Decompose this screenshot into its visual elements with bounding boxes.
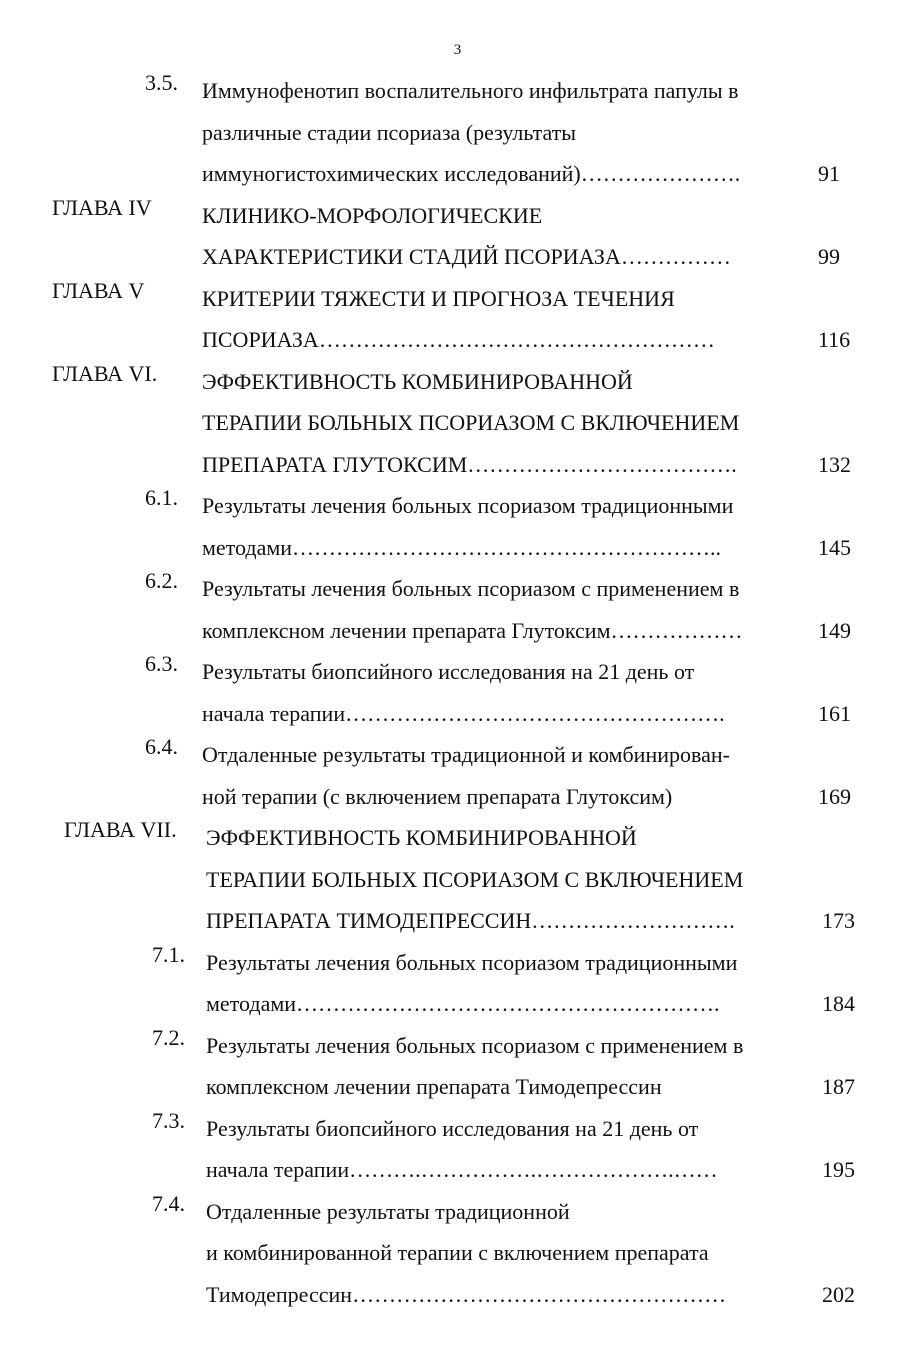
toc-entry-text: иммуногистохимических исследований)…………………. xyxy=(202,161,741,186)
toc-entry-7-3 xyxy=(0,1108,915,1191)
toc-entry-label: 6.2. xyxy=(145,568,178,593)
toc-entry-chapter-4 xyxy=(0,195,915,278)
toc-entry-label: 6.3. xyxy=(145,651,178,676)
toc-entry-text: КРИТЕРИИ ТЯЖЕСТИ И ПРОГНОЗА ТЕЧЕНИЯ xyxy=(202,285,675,311)
toc-entry-chapter-7 xyxy=(0,817,915,942)
toc-entry-text: Тимодепрессин…………………………………………… xyxy=(206,1281,727,1307)
toc-entry-label: 7.1. xyxy=(152,941,185,967)
toc-entry-label: 7.2. xyxy=(152,1024,185,1050)
toc-entry-7-4 xyxy=(0,1191,915,1316)
toc-entry-text: Отдаленные результаты традиционной и комбинирован- xyxy=(202,742,730,767)
toc-entry-page: 195 xyxy=(822,1157,855,1182)
toc-entry-label: 7.3. xyxy=(152,1107,185,1133)
toc-entry-text: методами………………………………………………….. xyxy=(202,534,722,560)
toc-entry-text: и комбинированной терапии с включением препарата xyxy=(206,1240,709,1265)
toc-entry-label: 3.5. xyxy=(145,70,178,95)
toc-entry-chapter-6 xyxy=(0,361,915,486)
toc-entry-label: ГЛАВА VII. xyxy=(64,817,177,842)
toc-entry-6-3 xyxy=(0,651,915,734)
toc-entry-text: ТЕРАПИИ БОЛЬНЫХ ПСОРИАЗОМ С ВКЛЮЧЕНИЕМ xyxy=(206,866,744,892)
toc-entry-page: 184 xyxy=(822,991,855,1016)
page-number: 3 xyxy=(453,42,462,58)
toc-entry-page: 145 xyxy=(818,534,851,560)
toc-entry-text: КЛИНИКО-МОРФОЛОГИЧЕСКИЕ xyxy=(202,202,543,228)
toc-entry-text: ЭФФЕКТИВНОСТЬ КОМБИНИРОВАННОЙ xyxy=(206,825,637,850)
toc-entry-text: ной терапии (с включением препарата Глутоксим) xyxy=(202,783,673,809)
toc-entry-page: 202 xyxy=(822,1281,855,1307)
toc-entry-page: 187 xyxy=(822,1074,855,1099)
toc-entry-text: ЭФФЕКТИВНОСТЬ КОМБИНИРОВАННОЙ xyxy=(202,368,633,394)
toc-entry-text: ПРЕПАРАТА ТИМОДЕПРЕССИН………………………. xyxy=(206,908,735,933)
toc-entry-label: ГЛАВА IV xyxy=(52,194,152,220)
toc-entry-text: различные стадии псориаза (результаты xyxy=(202,119,577,145)
toc-entry-page: 149 xyxy=(818,617,851,643)
toc-entry-page: 161 xyxy=(818,700,851,726)
toc-entry-page: 99 xyxy=(818,244,840,269)
toc-entry-label: 6.1. xyxy=(145,485,178,510)
toc-entry-text: Результаты лечения больных псориазом традиционными xyxy=(206,949,738,975)
toc-entry-page: 173 xyxy=(822,908,855,933)
toc-entry-text: Иммунофенотип воспалительного инфильтрата папулы в xyxy=(202,78,739,103)
toc-entry-text: комплексном лечении препарата Тимодепрессин xyxy=(206,1074,662,1099)
toc-entry-3-5 xyxy=(0,70,915,195)
toc-entry-text: начала терапии……………………………………………. xyxy=(202,700,725,726)
toc-entry-label: 7.4. xyxy=(152,1190,185,1216)
toc-entry-text: Результаты лечения больных псориазом с применением в xyxy=(206,1032,744,1058)
toc-entry-6-1 xyxy=(0,485,915,568)
toc-entry-page: 169 xyxy=(818,783,851,809)
toc-entry-text: Результаты лечения больных псориазом традиционными xyxy=(202,493,734,518)
toc-entry-text: методами…………………………………………………. xyxy=(206,991,720,1016)
table-of-contents xyxy=(0,70,915,1315)
toc-entry-7-1 xyxy=(0,942,915,1025)
toc-entry-text: ПСОРИАЗА……………………………………………… xyxy=(202,327,715,352)
toc-entry-6-2 xyxy=(0,568,915,651)
toc-entry-text: ХАРАКТЕРИСТИКИ СТАДИЙ ПСОРИАЗА…………… xyxy=(202,244,731,269)
toc-entry-page: 116 xyxy=(818,327,851,352)
toc-entry-label: ГЛАВА VI. xyxy=(52,360,158,386)
toc-entry-text: Отдаленные результаты традиционной xyxy=(206,1198,570,1224)
toc-entry-page: 91 xyxy=(818,161,840,186)
toc-entry-text: Результаты лечения больных псориазом с применением в xyxy=(202,576,740,601)
toc-entry-7-2 xyxy=(0,1025,915,1108)
toc-entry-text: комплексном лечении препарата Глутоксим……………… xyxy=(202,617,743,643)
toc-entry-label: ГЛАВА V xyxy=(52,277,145,303)
toc-entry-6-4 xyxy=(0,734,915,817)
toc-entry-text: ПРЕПАРАТА ГЛУТОКСИМ………………………………. xyxy=(202,451,737,477)
toc-entry-chapter-5 xyxy=(0,278,915,361)
toc-entry-text: Результаты биопсийного исследования на 21 день от xyxy=(202,659,695,684)
toc-entry-label: 6.4. xyxy=(145,734,178,759)
toc-entry-text: Результаты биопсийного исследования на 21 день от xyxy=(206,1115,699,1141)
toc-entry-page: 132 xyxy=(818,451,851,477)
toc-entry-text: ТЕРАПИИ БОЛЬНЫХ ПСОРИАЗОМ С ВКЛЮЧЕНИЕМ xyxy=(202,410,740,435)
toc-entry-text: начала терапии……….…………….……………….…… xyxy=(206,1157,718,1182)
